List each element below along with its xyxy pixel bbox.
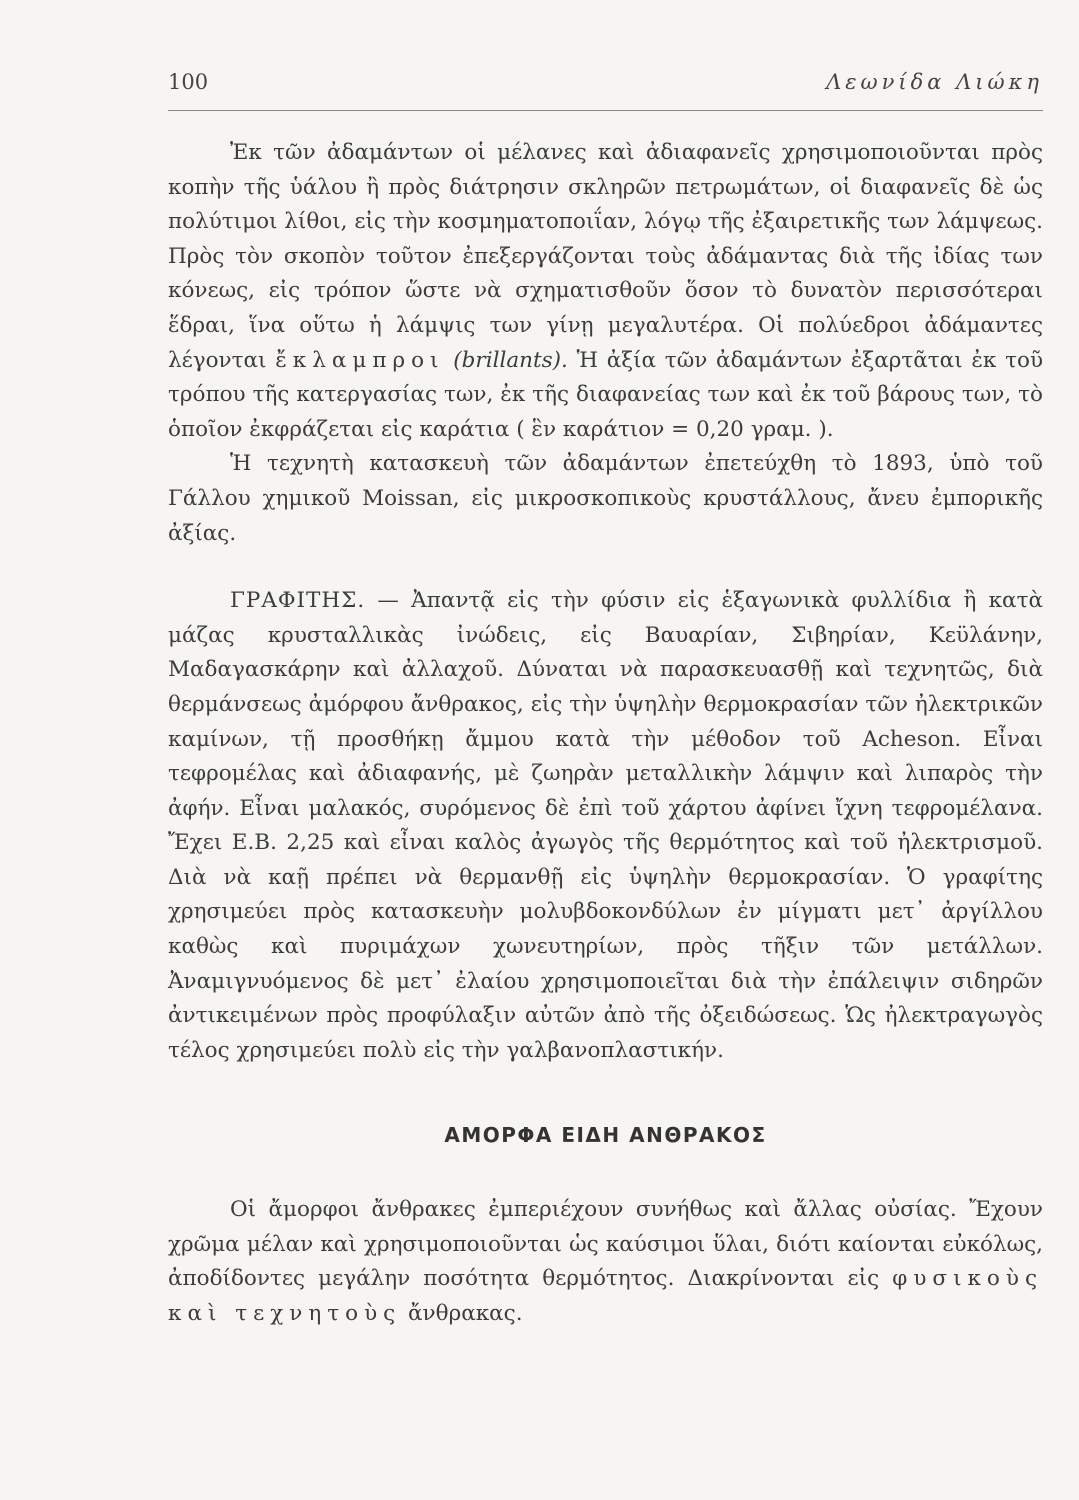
paragraph-diamond-uses (168, 136, 1043, 447)
paragraph-text: Οἱ ἄμορφοι ἄνθρακες ἐμπεριέχουν συνήθως καὶ ἄλλας οὐσίας. Ἔχουν χρῶμα μέλαν καὶ χρησιμοποιοῦνται ὡς καύσιμοι ὕλαι, διότι καίονται εὐκόλως, ἀποδίδοντες μεγάλην ποσότητα θερμότητος. Διακρίνονται εἰς (168, 1197, 1043, 1292)
page-body (168, 136, 1043, 1331)
page-number: 100 (168, 70, 209, 94)
paragraph-text-end: ἄνθρακας. (408, 1300, 523, 1326)
spaced-term: φυσικοὺς καὶ τεχνητοὺς (168, 1266, 1043, 1326)
graphite-heading: ΓΡΑΦΙΤΗΣ. (230, 588, 366, 614)
italic-term: (brillants). (453, 347, 568, 373)
page-header (168, 70, 1043, 104)
header-rule (168, 110, 1043, 111)
paragraph-synthetic-diamond: Ἡ τεχνητὴ κατασκευὴ τῶν ἀδαμάντων ἐπετεύχθη τὸ 1893, ὑπὸ τοῦ Γάλλου χημικοῦ Moissan, εἰς μικροσκοπικοὺς κρυστάλλους, ἄνευ ἐμπορικῆς ἀξίας. (168, 451, 1043, 546)
running-head: Λεωνίδα Λιώκη (826, 70, 1043, 94)
spaced-term: ἔκλαμπροι (275, 347, 445, 373)
section-title: ΑΜΟΡΦΑ ΕΙΔΗ ΑΝΘΡΑΚΟΣ (444, 1123, 767, 1148)
paragraph-text: — Ἀπαντᾷ εἰς τὴν φύσιν εἰς ἑξαγωνικὰ φυλλίδια ἢ κατὰ μάζας κρυσταλλικὰς ἰνώδεις, εἰς Βαυαρίαν, Σιβηρίαν, Κεϋλάνην, Μαδαγασκάρην καὶ ἀλλαχοῦ. Δύναται νὰ παρασκευασθῇ καὶ τεχνητῶς, διὰ θερμάνσεως ἀμόρφου ἄνθρακος, εἰς τὴν ὑψηλὴν θερμοκρασίαν τῶν ἠλεκτρικῶν καμίνων, τῇ προσθήκῃ ἄμμου κατὰ τὴν μέθοδον τοῦ Acheson. Εἶναι τεφρομέλας καὶ ἀδιαφανής, μὲ ζωηρὰν μεταλλικὴν λάμψιν καὶ λιπαρὸς τὴν ἀφήν. Εἶναι μαλακός, συρόμενος δὲ ἐπὶ τοῦ χάρτου ἀφίνει ἴχνη τεφρομέλανα. Ἔχει Ε.Β. 2,25 καὶ εἶναι καλὸς ἀγωγὸς τῆς θερμότητος καὶ τοῦ ἠλεκτρισμοῦ. Διὰ νὰ καῇ πρέπει νὰ θερμανθῇ εἰς ὑψηλὴν θερμοκρασίαν. Ὁ γραφίτης χρησιμεύει πρὸς κατασκευὴν μολυβδοκονδύλων ἐν μίγματι μετ᾽ ἀργίλλου καθὼς καὶ πυριμάχων χωνευτηρίων, πρὸς τῆξιν τῶν μετάλλων. Ἀναμιγνυόμενος δὲ μετ᾽ ἐλαίου χρησιμοποιεῖται διὰ τὴν ἐπάλειψιν σιδηρῶν ἀντικειμένων πρὸς προφύλαξιν αὐτῶν ἀπὸ τῆς ὀξειδώσεως. Ὡς ἠλεκτραγωγὸς τέλος χρησιμεύει πολὺ εἰς τὴν γαλβανοπλαστικήν. (168, 588, 1043, 1063)
paragraph-text: Ἐκ τῶν ἀδαμάντων οἱ μέλανες καὶ ἀδιαφανεῖς χρησιμοποιοῦνται πρὸς κοπὴν τῆς ὑάλου ἢ πρὸς διάτρησιν σκληρῶν πετρωμάτων, οἱ διαφανεῖς δὲ ὡς πολύτιμοι λίθοι, εἰς τὴν κοσμηματοποιΐαν, λόγῳ τῆς ἐξαιρετικῆς των λάμψεως. Πρὸς τὸν σκοπὸν τοῦτον ἐπεξεργάζονται τοὺς ἀδάμαντας διὰ τῆς ἰδίας των κόνεως, εἰς τρόπον ὥστε νὰ σχηματισθοῦν ὅσον τὸ δυνατὸν περισσότεραι ἕδραι, ἵνα οὕτω ἡ λάμψις των γίνῃ μεγαλυτέρα. Οἱ πολύεδροι ἀδάμαντες λέγονται (168, 140, 1043, 373)
paragraph-graphite (168, 584, 1043, 1068)
paragraph-text-continued: Ἡ ἀξία τῶν ἀδαμάντων ἐξαρτᾶται ἐκ τοῦ τρόπου τῆς κατεργασίας των, ἐκ τῆς διαφανείας των καὶ ἐκ τοῦ βάρους των, τὸ ὁποῖον ἐκφράζεται εἰς καράτια ( ἓν καράτιον = 0,20 γραμ. ). (168, 347, 1044, 442)
paragraph-amorphous-carbon (168, 1193, 1043, 1331)
